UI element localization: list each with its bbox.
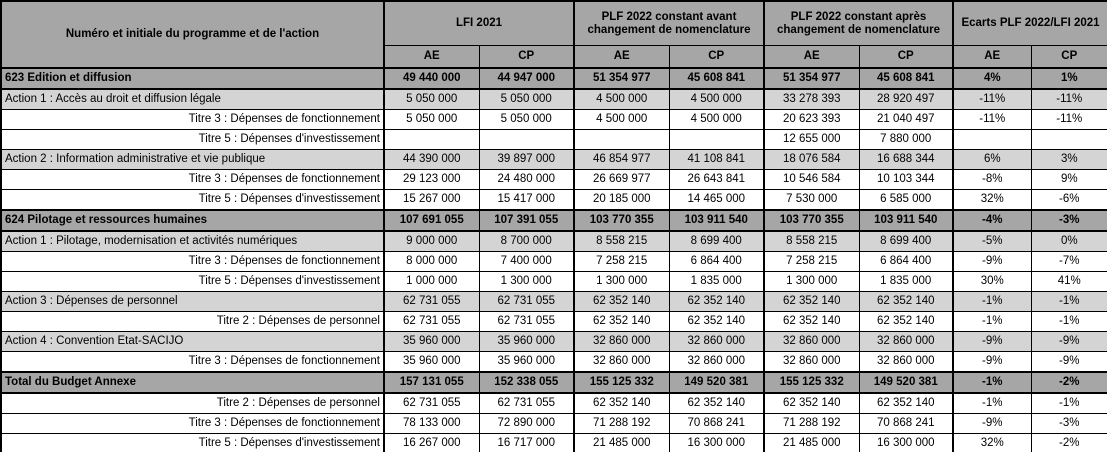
value-cell: 45 608 841 <box>669 68 764 89</box>
value-cell: 107 691 055 <box>384 210 479 231</box>
row-label: Action 1 : Pilotage, modernisation et activités numériques <box>1 231 384 252</box>
value-cell: 10 546 584 <box>764 170 859 190</box>
col-header-ecarts: Ecarts PLF 2022/LFI 2021 <box>953 1 1107 46</box>
value-cell <box>953 130 1031 150</box>
value-cell: 62 352 140 <box>764 393 859 414</box>
row-label: Titre 5 : Dépenses d'investissement <box>1 434 384 452</box>
value-cell: 62 352 140 <box>859 312 953 332</box>
value-cell: 1 300 000 <box>764 272 859 292</box>
value-cell: 16 300 000 <box>859 434 953 452</box>
row-label: Action 2 : Information administrative et vie publique <box>1 150 384 170</box>
value-cell: 51 354 977 <box>574 68 669 89</box>
value-cell: 157 131 055 <box>384 372 479 393</box>
row-label: Action 4 : Convention Etat-SACIJO <box>1 332 384 352</box>
row-label: Action 1 : Accès au droit et diffusion légale <box>1 89 384 110</box>
value-cell: 44 947 000 <box>479 68 574 89</box>
value-cell <box>384 130 479 150</box>
value-cell: 14 465 000 <box>669 190 764 211</box>
value-cell: 103 911 540 <box>859 210 953 231</box>
value-cell: 78 133 000 <box>384 414 479 434</box>
value-cell <box>669 130 764 150</box>
value-cell: 71 288 192 <box>764 414 859 434</box>
value-cell: 7 530 000 <box>764 190 859 211</box>
value-cell: -3% <box>1031 414 1107 434</box>
table-row-titre <box>1 352 1107 373</box>
value-cell: 32 860 000 <box>764 352 859 373</box>
table-row-titre <box>1 190 1107 211</box>
value-cell: -9% <box>1031 352 1107 373</box>
value-cell: -1% <box>953 393 1031 414</box>
value-cell: 49 440 000 <box>384 68 479 89</box>
value-cell: 32 860 000 <box>669 332 764 352</box>
value-cell: 71 288 192 <box>574 414 669 434</box>
table-row-action <box>1 89 1107 110</box>
value-cell: 32 860 000 <box>669 352 764 373</box>
subcol-header-ae: AE <box>953 46 1031 69</box>
value-cell: 62 352 140 <box>859 292 953 312</box>
subcol-header-cp: CP <box>479 46 574 69</box>
col-header-plf-2022-apres: PLF 2022 constant après changement de nomenclature <box>764 1 953 46</box>
value-cell: 1 835 000 <box>669 272 764 292</box>
value-cell: 30% <box>953 272 1031 292</box>
value-cell: 39 897 000 <box>479 150 574 170</box>
value-cell: 32% <box>953 434 1031 452</box>
value-cell: 155 125 332 <box>574 372 669 393</box>
value-cell: 149 520 381 <box>859 372 953 393</box>
value-cell <box>1031 130 1107 150</box>
table-row-titre <box>1 252 1107 272</box>
value-cell: -3% <box>1031 210 1107 231</box>
table-row-titre <box>1 110 1107 130</box>
table-row-titre <box>1 434 1107 452</box>
value-cell: 62 731 055 <box>479 292 574 312</box>
value-cell: 32 860 000 <box>859 352 953 373</box>
value-cell: 152 338 055 <box>479 372 574 393</box>
table-row-titre <box>1 170 1107 190</box>
value-cell: -11% <box>953 110 1031 130</box>
value-cell: 15 417 000 <box>479 190 574 211</box>
value-cell: 62 352 140 <box>669 393 764 414</box>
value-cell: 35 960 000 <box>479 332 574 352</box>
table-row-titre <box>1 272 1107 292</box>
value-cell: 12 655 000 <box>764 130 859 150</box>
value-cell: 62 731 055 <box>384 292 479 312</box>
col-header-plf-2022-avant: PLF 2022 constant avant changement de nomenclature <box>574 1 764 46</box>
value-cell: 62 731 055 <box>479 393 574 414</box>
value-cell: 62 731 055 <box>479 312 574 332</box>
row-label: Titre 2 : Dépenses de personnel <box>1 312 384 332</box>
value-cell: 35 960 000 <box>479 352 574 373</box>
value-cell: -1% <box>1031 393 1107 414</box>
value-cell: 1 000 000 <box>384 272 479 292</box>
subcol-header-cp: CP <box>1031 46 1107 69</box>
col-header-program-action: Numéro et initiale du programme et de l'action <box>1 1 384 68</box>
value-cell: 7 400 000 <box>479 252 574 272</box>
value-cell: 32 860 000 <box>764 332 859 352</box>
value-cell: 4 500 000 <box>669 110 764 130</box>
value-cell: 1 835 000 <box>859 272 953 292</box>
table-row-action <box>1 332 1107 352</box>
value-cell: 70 868 241 <box>669 414 764 434</box>
value-cell: 62 352 140 <box>764 312 859 332</box>
value-cell: 1% <box>1031 68 1107 89</box>
row-label: Titre 5 : Dépenses d'investissement <box>1 190 384 211</box>
table-row-titre <box>1 312 1107 332</box>
value-cell: 0% <box>1031 231 1107 252</box>
table-row-action <box>1 231 1107 252</box>
value-cell: 20 185 000 <box>574 190 669 211</box>
value-cell: 9 000 000 <box>384 231 479 252</box>
row-label: Titre 2 : Dépenses de personnel <box>1 393 384 414</box>
value-cell: 28 920 497 <box>859 89 953 110</box>
value-cell: 45 608 841 <box>859 68 953 89</box>
row-label: Titre 3 : Dépenses de fonctionnement <box>1 252 384 272</box>
value-cell: -1% <box>953 372 1031 393</box>
value-cell: 4 500 000 <box>669 89 764 110</box>
value-cell: 18 076 584 <box>764 150 859 170</box>
value-cell: -11% <box>1031 89 1107 110</box>
value-cell: 62 352 140 <box>669 292 764 312</box>
value-cell: -7% <box>1031 252 1107 272</box>
value-cell: 103 911 540 <box>669 210 764 231</box>
value-cell: -1% <box>1031 292 1107 312</box>
value-cell: 32 860 000 <box>574 332 669 352</box>
row-label: Titre 3 : Dépenses de fonctionnement <box>1 352 384 373</box>
value-cell: -6% <box>1031 190 1107 211</box>
value-cell: -5% <box>953 231 1031 252</box>
value-cell: 26 669 977 <box>574 170 669 190</box>
value-cell: 20 623 393 <box>764 110 859 130</box>
value-cell: 4 500 000 <box>574 89 669 110</box>
value-cell: -9% <box>953 352 1031 373</box>
value-cell: 51 354 977 <box>764 68 859 89</box>
table-row-program <box>1 68 1107 89</box>
value-cell <box>574 130 669 150</box>
value-cell: 6 864 400 <box>669 252 764 272</box>
value-cell <box>479 130 574 150</box>
value-cell: -1% <box>953 312 1031 332</box>
value-cell: 35 960 000 <box>384 352 479 373</box>
value-cell: 16 688 344 <box>859 150 953 170</box>
value-cell: 149 520 381 <box>669 372 764 393</box>
value-cell: 33 278 393 <box>764 89 859 110</box>
value-cell: 1 300 000 <box>574 272 669 292</box>
value-cell: -1% <box>953 292 1031 312</box>
value-cell: -2% <box>1031 434 1107 452</box>
value-cell: 6 864 400 <box>859 252 953 272</box>
value-cell: 24 480 000 <box>479 170 574 190</box>
value-cell: 26 643 841 <box>669 170 764 190</box>
value-cell: 107 391 055 <box>479 210 574 231</box>
value-cell: 62 352 140 <box>574 393 669 414</box>
row-label: Titre 3 : Dépenses de fonctionnement <box>1 170 384 190</box>
value-cell: -9% <box>1031 332 1107 352</box>
value-cell: 5 050 000 <box>479 89 574 110</box>
subcol-header-cp: CP <box>669 46 764 69</box>
value-cell: 62 352 140 <box>574 312 669 332</box>
row-label: Titre 5 : Dépenses d'investissement <box>1 272 384 292</box>
value-cell: 8 699 400 <box>669 231 764 252</box>
value-cell: 16 717 000 <box>479 434 574 452</box>
table-row-total <box>1 372 1107 393</box>
row-label: Titre 5 : Dépenses d'investissement <box>1 130 384 150</box>
value-cell: 8 558 215 <box>574 231 669 252</box>
value-cell: -9% <box>953 332 1031 352</box>
value-cell: 21 485 000 <box>764 434 859 452</box>
value-cell: 41% <box>1031 272 1107 292</box>
value-cell: 70 868 241 <box>859 414 953 434</box>
table-row-action <box>1 292 1107 312</box>
value-cell: 3% <box>1031 150 1107 170</box>
value-cell: 155 125 332 <box>764 372 859 393</box>
value-cell: 1 300 000 <box>479 272 574 292</box>
value-cell: 103 770 355 <box>764 210 859 231</box>
row-label: Total du Budget Annexe <box>1 372 384 393</box>
row-label: Action 3 : Dépenses de personnel <box>1 292 384 312</box>
value-cell: 32 860 000 <box>574 352 669 373</box>
table-row-titre <box>1 130 1107 150</box>
table-row-titre <box>1 393 1107 414</box>
value-cell: 32% <box>953 190 1031 211</box>
value-cell: 16 267 000 <box>384 434 479 452</box>
table-row-titre <box>1 414 1107 434</box>
value-cell: 5 050 000 <box>384 89 479 110</box>
value-cell: -1% <box>1031 312 1107 332</box>
table-body <box>1 68 1107 452</box>
value-cell: 44 390 000 <box>384 150 479 170</box>
col-header-lfi-2021: LFI 2021 <box>384 1 574 46</box>
value-cell: 7 258 215 <box>764 252 859 272</box>
value-cell: 21 040 497 <box>859 110 953 130</box>
value-cell: 6 585 000 <box>859 190 953 211</box>
value-cell: 8 699 400 <box>859 231 953 252</box>
value-cell: 8 558 215 <box>764 231 859 252</box>
row-label: 623 Edition et diffusion <box>1 68 384 89</box>
value-cell: -9% <box>953 252 1031 272</box>
value-cell: 21 485 000 <box>574 434 669 452</box>
value-cell: 4 500 000 <box>574 110 669 130</box>
subcol-header-ae: AE <box>764 46 859 69</box>
row-label: 624 Pilotage et ressources humaines <box>1 210 384 231</box>
value-cell: 10 103 344 <box>859 170 953 190</box>
value-cell: 15 267 000 <box>384 190 479 211</box>
row-label: Titre 3 : Dépenses de fonctionnement <box>1 414 384 434</box>
value-cell: 41 108 841 <box>669 150 764 170</box>
value-cell: 8 700 000 <box>479 231 574 252</box>
value-cell: 32 860 000 <box>859 332 953 352</box>
value-cell: 9% <box>1031 170 1107 190</box>
value-cell: 8 000 000 <box>384 252 479 272</box>
value-cell: 62 352 140 <box>574 292 669 312</box>
subcol-header-cp: CP <box>859 46 953 69</box>
value-cell: 4% <box>953 68 1031 89</box>
value-cell: 7 880 000 <box>859 130 953 150</box>
value-cell: 6% <box>953 150 1031 170</box>
value-cell: 62 731 055 <box>384 393 479 414</box>
row-label: Titre 3 : Dépenses de fonctionnement <box>1 110 384 130</box>
table-row-program <box>1 210 1107 231</box>
table-row-action <box>1 150 1107 170</box>
value-cell: -2% <box>1031 372 1107 393</box>
value-cell: -9% <box>953 414 1031 434</box>
value-cell: -8% <box>953 170 1031 190</box>
value-cell: 16 300 000 <box>669 434 764 452</box>
value-cell: 35 960 000 <box>384 332 479 352</box>
subcol-header-ae: AE <box>574 46 669 69</box>
value-cell: 46 854 977 <box>574 150 669 170</box>
value-cell: 103 770 355 <box>574 210 669 231</box>
value-cell: -4% <box>953 210 1031 231</box>
table-header <box>1 1 1107 68</box>
value-cell: -11% <box>953 89 1031 110</box>
value-cell: 62 731 055 <box>384 312 479 332</box>
value-cell: 62 352 140 <box>764 292 859 312</box>
value-cell: 62 352 140 <box>859 393 953 414</box>
value-cell: 29 123 000 <box>384 170 479 190</box>
value-cell: 72 890 000 <box>479 414 574 434</box>
value-cell: 62 352 140 <box>669 312 764 332</box>
value-cell: 5 050 000 <box>479 110 574 130</box>
subcol-header-ae: AE <box>384 46 479 69</box>
value-cell: 7 258 215 <box>574 252 669 272</box>
value-cell: 5 050 000 <box>384 110 479 130</box>
value-cell: -11% <box>1031 110 1107 130</box>
